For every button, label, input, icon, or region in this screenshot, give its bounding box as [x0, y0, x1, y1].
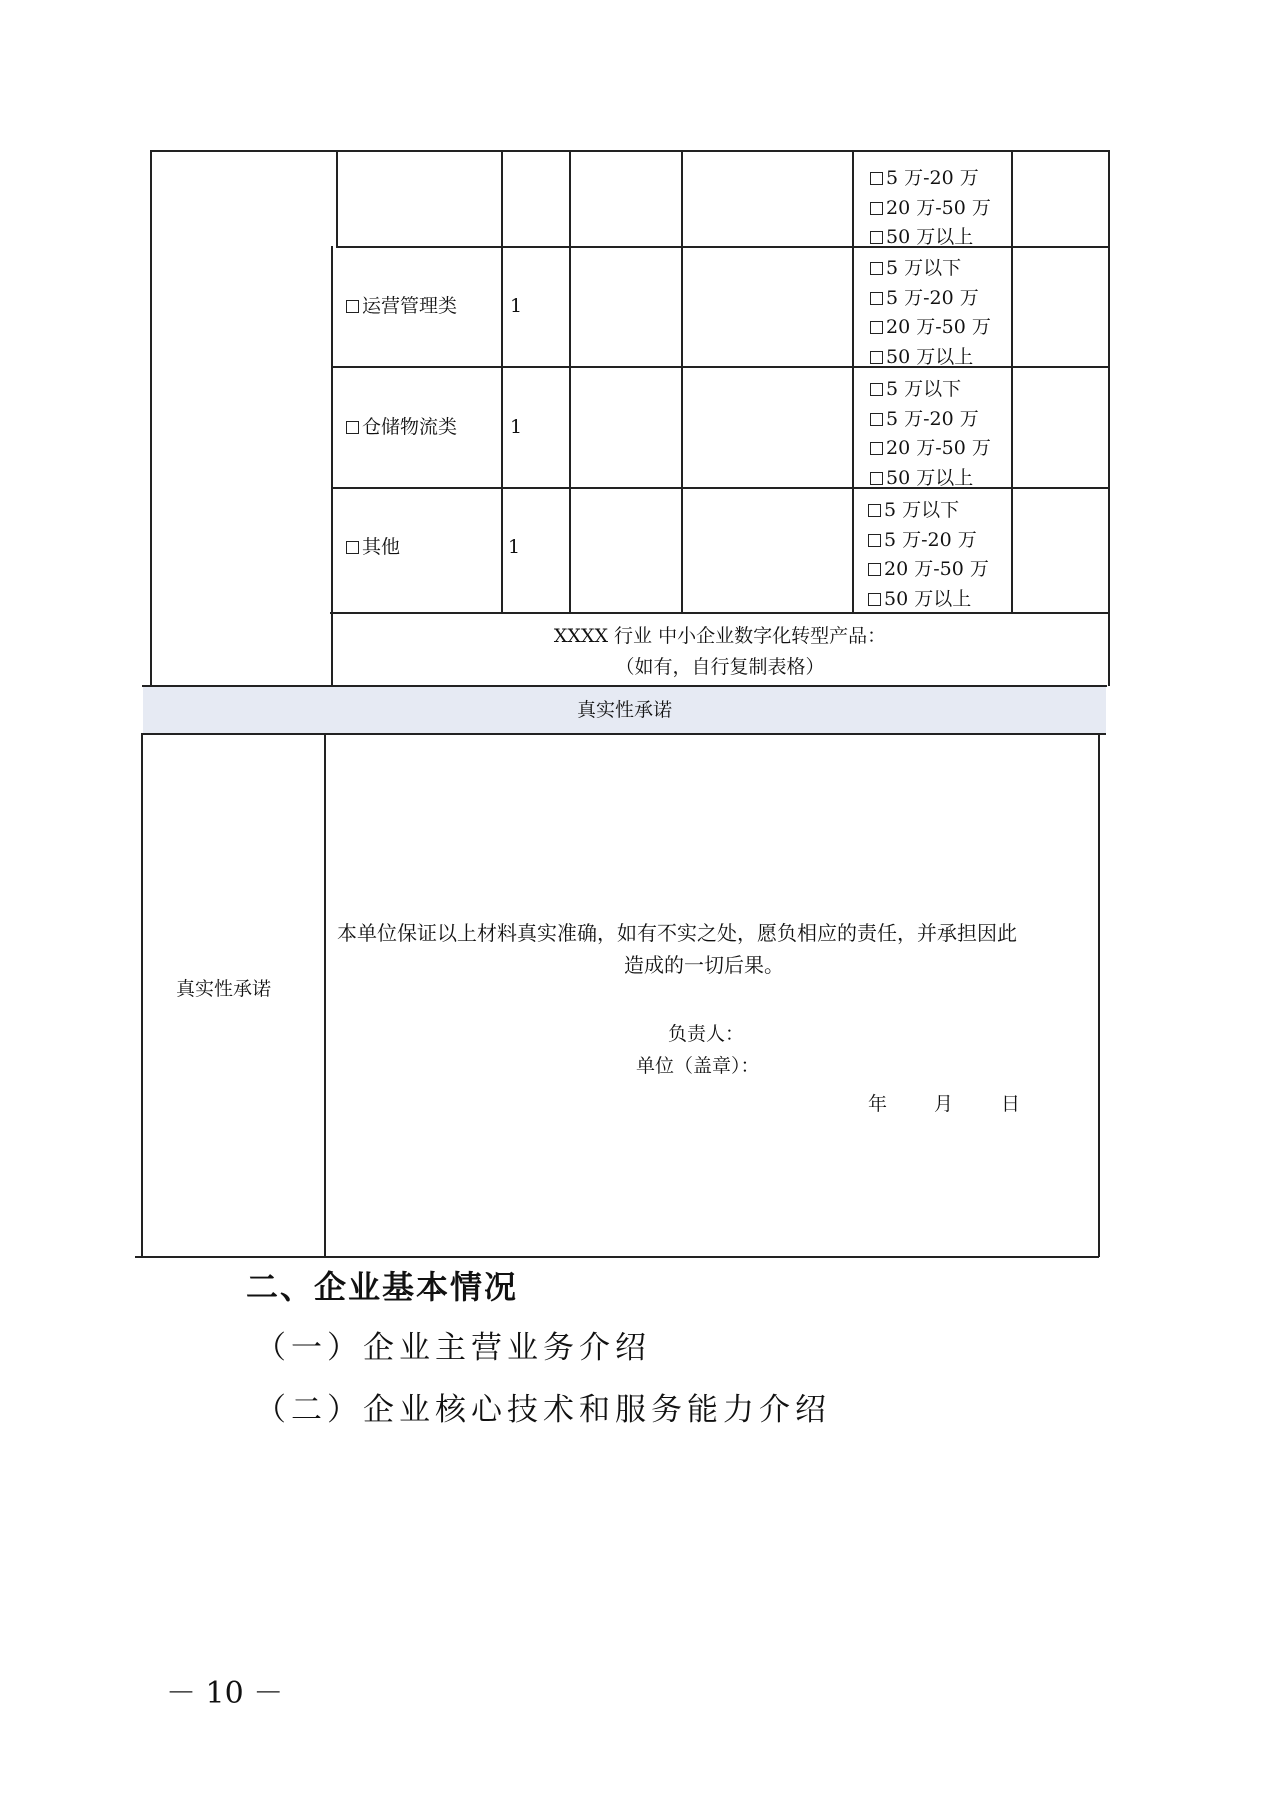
quantity-cell: 1: [510, 416, 523, 438]
price-range-options: [870, 254, 991, 372]
price-option[interactable]: 5 万-20 万: [870, 164, 991, 194]
price-option[interactable]: 5 万以下: [868, 496, 989, 526]
checkbox[interactable]: [870, 262, 883, 275]
date-day-label: 日: [1001, 1093, 1021, 1115]
subsection-title: （二）企业核心技术和服务能力介绍: [255, 1392, 831, 1428]
checkbox[interactable]: [870, 383, 883, 396]
price-range-options: [868, 496, 989, 614]
row-divider: [331, 487, 1109, 489]
column-divider: [336, 150, 338, 248]
row-divider: [333, 366, 1109, 368]
row-divider: [330, 612, 1108, 614]
column-divider: [1011, 152, 1013, 613]
table-border-top: [150, 150, 1110, 152]
price-option[interactable]: 20 万-50 万: [870, 194, 991, 224]
commitment-label: 真实性承诺: [176, 978, 272, 1000]
price-range-options: [870, 375, 991, 493]
price-option[interactable]: 50 万以上: [870, 464, 991, 494]
price-option[interactable]: 50 万以上: [870, 343, 991, 373]
price-option[interactable]: 20 万-50 万: [870, 434, 991, 464]
price-option[interactable]: 50 万以上: [870, 223, 991, 253]
column-divider: [331, 246, 333, 686]
page-number: － 10 －: [166, 1676, 284, 1711]
price-option[interactable]: 5 万以下: [870, 375, 991, 405]
table-border-right: [1098, 733, 1100, 1257]
table-border-right: [1108, 150, 1110, 686]
checkbox[interactable]: [346, 541, 359, 554]
column-divider: [501, 152, 503, 613]
category-cell: 仓储物流类: [346, 413, 457, 442]
quantity-cell: 1: [510, 295, 523, 317]
section-band-title: 真实性承诺: [576, 699, 672, 721]
category-cell: 运营管理类: [346, 292, 457, 321]
quantity-cell: 1: [508, 536, 521, 558]
checkbox[interactable]: [346, 300, 359, 313]
product-note-line: XXXX 行业 中小企业数字化转型产品：: [553, 625, 887, 647]
table-border-bottom: [135, 1256, 1099, 1258]
checkbox[interactable]: [870, 321, 883, 334]
price-option[interactable]: 5 万-20 万: [870, 405, 991, 435]
unit-seal-label: 单位（盖章）：: [636, 1055, 760, 1077]
checkbox[interactable]: [870, 172, 883, 185]
column-divider: [681, 152, 683, 613]
table-border-left: [150, 150, 152, 686]
product-note-hint: （如有，自行复制表格）: [615, 656, 825, 678]
checkbox[interactable]: [870, 442, 883, 455]
checkbox[interactable]: [870, 292, 883, 305]
responsible-label: 负责人：: [668, 1023, 745, 1045]
price-option[interactable]: 20 万-50 万: [868, 555, 989, 585]
column-divider: [324, 733, 326, 1257]
price-option[interactable]: 5 万-20 万: [868, 526, 989, 556]
row-divider: [141, 733, 1106, 735]
checkbox[interactable]: [870, 413, 883, 426]
subsection-title: （一）企业主营业务介绍: [255, 1330, 651, 1366]
checkbox[interactable]: [868, 534, 881, 547]
price-option[interactable]: 5 万-20 万: [870, 284, 991, 314]
commitment-text: 造成的一切后果。: [624, 953, 784, 977]
date-month-label: 月: [934, 1093, 954, 1115]
price-option[interactable]: 50 万以上: [868, 585, 989, 615]
checkbox[interactable]: [346, 421, 359, 434]
column-divider: [569, 152, 571, 613]
commitment-text: 本单位保证以上材料真实准确，如有不实之处，愿负相应的责任，并承担因此: [337, 921, 1017, 945]
checkbox[interactable]: [868, 593, 881, 606]
price-option[interactable]: 20 万-50 万: [870, 313, 991, 343]
row-divider: [336, 246, 1110, 248]
checkbox[interactable]: [870, 231, 883, 244]
table-border-left: [141, 733, 143, 1257]
checkbox[interactable]: [870, 351, 883, 364]
section-title: 二、企业基本情况: [246, 1268, 519, 1306]
price-range-options: [870, 164, 991, 253]
date-year-label: 年: [868, 1093, 888, 1115]
checkbox[interactable]: [868, 504, 881, 517]
price-option[interactable]: 5 万以下: [870, 254, 991, 284]
checkbox[interactable]: [870, 472, 883, 485]
category-cell: 其他: [346, 533, 400, 562]
checkbox[interactable]: [868, 563, 881, 576]
column-divider: [852, 152, 854, 613]
checkbox[interactable]: [870, 202, 883, 215]
